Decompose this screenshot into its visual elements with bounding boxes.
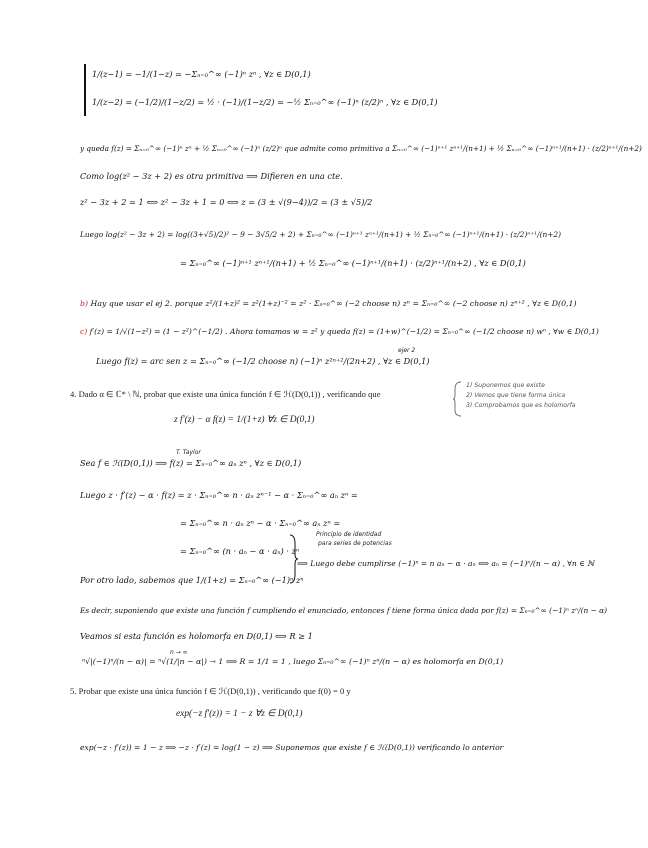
plan-step-1: 1) Suponemos que existe (466, 382, 545, 389)
luego-result-line: = Σₙ₌₀^∞ (−1)ⁿ⁺¹ zⁿ⁺¹/(n+1) + ½ Σₙ₌₀^∞ (−1)ⁿ⁺¹/(n+1) · (z/2)ⁿ⁺¹/(n+2) , ∀z ∈ D(0,1) (180, 258, 526, 268)
part-b-line-marker: b) (80, 299, 89, 308)
problem-4-statement: 4. Dado α ∈ ℂ* \ ℕ, probar que existe una única función f ∈ ℋ(D(0,1)) , verificando que (70, 389, 381, 399)
problem-5-statement: 5. Probar que existe una única función f ∈ ℋ(D(0,1)) , verificando que f(0) = 0 y (70, 686, 351, 696)
series-line-2: 1/(z−2) = (−1/2)/(1−z/2) = ½ · (−1)/(1−z/2) = −½ Σₙ₌₀^∞ (−1)ⁿ (z/2)ⁿ , ∀z ∈ D(0,1) (92, 97, 438, 107)
geometric-series-line: Por otro lado, sabemos que 1/(1+z) = Σₙ₌₀^∞ (−1)ⁿ zⁿ (80, 575, 304, 585)
identity-note-1: Principio de identidad (316, 531, 382, 538)
derivative-line: Luego z · f′(z) − α · f(z) = z · Σₙ₌₀^∞ n · aₙ zⁿ⁻¹ − α · Σₙ₌₀^∞ aₙ zⁿ = (80, 490, 358, 500)
luego-log-line: Luego log(z² − 3z + 2) = log((3+√5)/2)² − 9 − 3√5/2 + 2) + Σₙ₌₀^∞ (−1)ⁿ⁺¹ zⁿ⁺¹/(n+1) + ½ Σₙ₌₀^∞ (−1)ⁿ⁺¹/(n+1) · (z/2)ⁿ⁺¹/(n+2) (80, 230, 562, 239)
plan-step-2: 2) Vemos que tiene forma única (466, 392, 566, 399)
roots-line: z² − 3z + 2 = 1 ⟺ z² − 3z + 1 = 0 ⟺ z = (3 ± √(9−4))/2 = (3 ± √5)/2 (80, 197, 373, 207)
exp-line: exp(−z · f′(z)) = 1 − z ⟹ −z · f′(z) = log(1 − z) ⟹ Suponemos que existe f ∈ ℋ(D(0,1)) verificando lo anterior (80, 743, 504, 752)
plan-bracket-icon (453, 381, 463, 417)
part-c-line: c) f′(z) = 1/√(1−z²) = (1 − z²)^(−1/2) . Ahora tomamos w = z² y queda f(z) = (1+w)^(−1/2) = Σₙ₌₀^∞ (−1/2 choose n) wⁿ , ∀w ∈ D(0,1) (80, 327, 599, 336)
arcsen-line: Luego f(z) = arc sen z = Σₙ₌₀^∞ (−1/2 choose n) (−1)ⁿ z²ⁿ⁺²/(2n+2) , ∀z ∈ D(0,1) (96, 356, 430, 366)
n-limit-note: n → ∞ (170, 649, 188, 656)
series-line-1: 1/(z−1) = −1/(1−z) = −Σₙ₌₀^∞ (−1)ⁿ zⁿ , ∀z ∈ D(0,1) (92, 69, 311, 79)
unique-form-line: Es decir, suponiendo que existe una función f cumpliendo el enunciado, entonces f tiene forma única dada por f(z) = Σₙ₌₀^∞ (−1)ⁿ zⁿ/(n − α) (80, 606, 607, 615)
plan-step-3: 3) Comprobamos que es holomorfa (466, 402, 576, 409)
log-primitive-line: Como log(z² − 3z + 2) es otra primitiva ⟹ Difieren en una cte. (80, 171, 343, 181)
radius-line: ⁿ√|(−1)ⁿ/(n − α)| = ⁿ√(1/|n − α|) → 1 ⟹ R = 1/1 = 1 , luego Σₙ₌₀^∞ (−1)ⁿ zⁿ/(n − α) es holomorfa en D(0,1) (82, 657, 504, 666)
part-c-line-marker: c) (80, 327, 88, 336)
sea-f-line: Sea f ∈ ℋ(D(0,1)) ⟹ f(z) = Σₙ₌₀^∞ aₙ zⁿ , ∀z ∈ D(0,1) (80, 458, 302, 468)
derivative-line-3: = Σₙ₌₀^∞ (n · aₙ − α · aₙ) · zⁿ (180, 546, 300, 556)
primitive-line: y queda f(z) = Σₙ₌₀^∞ (−1)ⁿ zⁿ + ½ Σₙ₌₀^∞ (−1)ⁿ (z/2)ⁿ que admite como primitiva a Σₙ₌₀^∞ (−1)ⁿ⁺¹ zⁿ⁺¹/(n+1) + ½ Σₙ₌₀^∞ (−1)ⁿ⁺¹/(n+1) · (z/2)ⁿ⁺¹/(n+2) (80, 144, 642, 153)
derivative-line-2: = Σₙ₌₀^∞ n · aₙ zⁿ − α · Σₙ₌₀^∞ aₙ zⁿ = (180, 518, 341, 528)
bracket-bar (84, 64, 86, 116)
part-b-line: b) Hay que usar el ej 2. porque z²/(1+z)² = z²(1+z)⁻² = z² · Σₙ₌₀^∞ (−2 choose n) zⁿ = Σₙ₌₀^∞ (−2 choose n) zⁿ⁺² , ∀z ∈ D(0,1) (80, 299, 577, 308)
problem-4-equation: z f′(z) − α f(z) = 1/(1+z) ∀z ∈ D(0,1) (174, 415, 315, 425)
problem-5-equation: exp(−z f′(z)) = 1 − z ∀z ∈ D(0,1) (176, 709, 303, 719)
coefficient-line: ⟹ Luego debe cumplirse (−1)ⁿ = n aₙ − α · aₙ ⟺ aₙ = (−1)ⁿ/(n − α) , ∀n ∈ ℕ (297, 559, 595, 568)
taylor-note: T. Taylor (176, 449, 201, 456)
holomorphic-check-line: Veamos si esta función es holomorfa en D(0,1) ⟺ R ≥ 1 (80, 631, 313, 641)
identity-note-2: para series de potencias (318, 540, 392, 547)
ejer2-note: ejer 2 (398, 347, 416, 354)
